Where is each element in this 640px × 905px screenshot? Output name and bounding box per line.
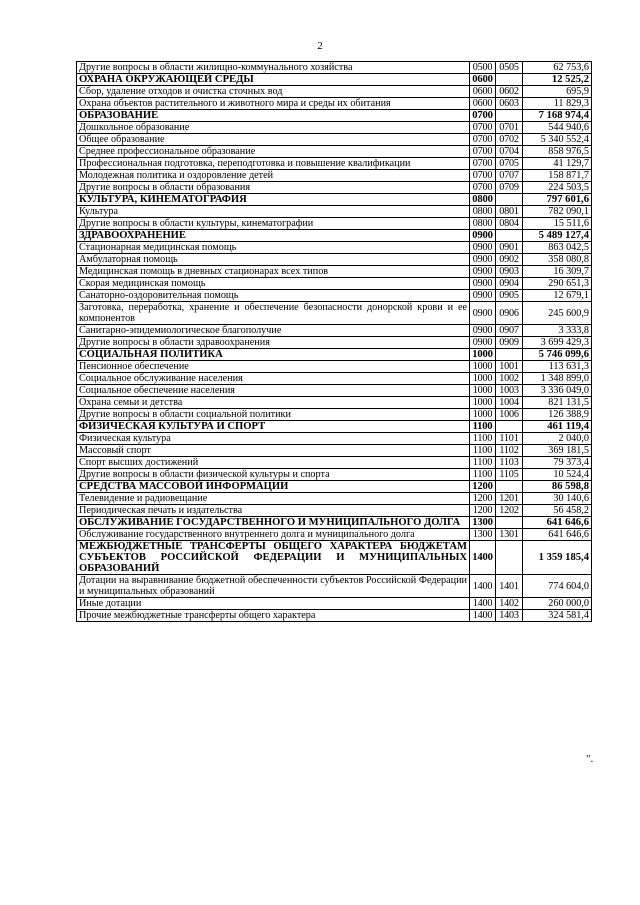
section-code-cell: 1000 <box>470 397 496 409</box>
amount-cell: 5 746 099,6 <box>523 349 592 361</box>
table-row <box>77 278 592 290</box>
row-name-cell: Сбор, удаление отходов и очистка сточных вод <box>77 86 470 98</box>
section-code-cell: 1400 <box>470 598 496 610</box>
section-code-cell: 0700 <box>470 134 496 146</box>
row-name-cell: Иные дотации <box>77 598 470 610</box>
subsection-code-cell: 0903 <box>496 266 523 278</box>
closing-quote-mark: ". <box>586 753 594 765</box>
row-name-cell: Другие вопросы в области жилищно-коммунального хозяйства <box>77 62 470 74</box>
section-code-cell: 0800 <box>470 218 496 230</box>
row-name-cell: Обслуживание государственного внутреннего долга и муниципального долга <box>77 529 470 541</box>
amount-cell: 158 871,7 <box>523 170 592 182</box>
amount-cell: 858 976,5 <box>523 146 592 158</box>
table-row <box>77 610 592 622</box>
budget-table <box>76 61 592 622</box>
subsection-code-cell: 1105 <box>496 469 523 481</box>
subsection-code-cell: 1403 <box>496 610 523 622</box>
subsection-code-cell <box>496 481 523 493</box>
row-name-cell: СРЕДСТВА МАССОВОЙ ИНФОРМАЦИИ <box>77 481 470 493</box>
page-number: 2 <box>317 40 323 52</box>
section-code-cell: 1400 <box>470 575 496 598</box>
subsection-code-cell: 1101 <box>496 433 523 445</box>
section-code-cell: 0900 <box>470 242 496 254</box>
amount-cell: 126 388,9 <box>523 409 592 421</box>
subsection-code-cell: 0505 <box>496 62 523 74</box>
row-name-cell: Охрана семьи и детства <box>77 397 470 409</box>
amount-cell: 56 458,2 <box>523 505 592 517</box>
amount-cell: 821 131,5 <box>523 397 592 409</box>
amount-cell: 782 090,1 <box>523 206 592 218</box>
table-row <box>77 433 592 445</box>
row-name-cell: ОБРАЗОВАНИЕ <box>77 110 470 122</box>
amount-cell: 12 525,2 <box>523 74 592 86</box>
amount-cell: 461 119,4 <box>523 421 592 433</box>
row-name-cell: КУЛЬТУРА, КИНЕМАТОГРАФИЯ <box>77 194 470 206</box>
subsection-code-cell <box>496 349 523 361</box>
subsection-code-cell: 1301 <box>496 529 523 541</box>
row-name-cell: Охрана объектов растительного и животного мира и среды их обитания <box>77 98 470 110</box>
row-name-cell: Прочие межбюджетные трансферты общего характера <box>77 610 470 622</box>
section-code-cell: 1100 <box>470 433 496 445</box>
amount-cell: 10 524,4 <box>523 469 592 481</box>
table-row <box>77 457 592 469</box>
section-code-cell: 1200 <box>470 493 496 505</box>
row-name-cell: Социальное обеспечение населения <box>77 385 470 397</box>
amount-cell: 3 333,8 <box>523 325 592 337</box>
subsection-code-cell: 0909 <box>496 337 523 349</box>
table-row <box>77 373 592 385</box>
amount-cell: 641 646,6 <box>523 529 592 541</box>
section-code-cell: 0800 <box>470 206 496 218</box>
row-name-cell: Массовый спорт <box>77 445 470 457</box>
section-code-cell: 0900 <box>470 302 496 325</box>
section-code-cell: 0700 <box>470 122 496 134</box>
amount-cell: 863 042,5 <box>523 242 592 254</box>
table-row <box>77 182 592 194</box>
row-name-cell: Другие вопросы в области социальной политики <box>77 409 470 421</box>
subsection-code-cell: 0704 <box>496 146 523 158</box>
section-code-cell: 0800 <box>470 194 496 206</box>
amount-cell: 224 503,5 <box>523 182 592 194</box>
table-row <box>77 206 592 218</box>
row-name-cell: Амбулаторная помощь <box>77 254 470 266</box>
row-name-cell: Другие вопросы в области культуры, кинематографии <box>77 218 470 230</box>
row-name-cell: Санаторно-оздоровительная помощь <box>77 290 470 302</box>
amount-cell: 15 511,6 <box>523 218 592 230</box>
section-code-cell: 1000 <box>470 361 496 373</box>
section-code-cell: 1100 <box>470 469 496 481</box>
section-code-cell: 1300 <box>470 517 496 529</box>
amount-cell: 79 373,4 <box>523 457 592 469</box>
section-code-cell: 0600 <box>470 74 496 86</box>
amount-cell: 544 940,6 <box>523 122 592 134</box>
section-code-cell: 0900 <box>470 290 496 302</box>
table-row <box>77 469 592 481</box>
section-code-cell: 1000 <box>470 349 496 361</box>
section-row <box>77 74 592 86</box>
table-row <box>77 146 592 158</box>
amount-cell: 2 040,0 <box>523 433 592 445</box>
amount-cell: 30 140,6 <box>523 493 592 505</box>
section-code-cell: 1100 <box>470 445 496 457</box>
table-row <box>77 302 592 325</box>
section-code-cell: 1000 <box>470 409 496 421</box>
table-row <box>77 254 592 266</box>
table-row <box>77 134 592 146</box>
table-row <box>77 290 592 302</box>
section-row <box>77 349 592 361</box>
subsection-code-cell: 0902 <box>496 254 523 266</box>
section-code-cell: 0600 <box>470 86 496 98</box>
subsection-code-cell <box>496 194 523 206</box>
table-row <box>77 242 592 254</box>
row-name-cell: СОЦИАЛЬНАЯ ПОЛИТИКА <box>77 349 470 361</box>
section-code-cell: 0900 <box>470 254 496 266</box>
subsection-code-cell: 0804 <box>496 218 523 230</box>
subsection-code-cell <box>496 230 523 242</box>
amount-cell: 290 651,3 <box>523 278 592 290</box>
row-name-cell: Дотации на выравнивание бюджетной обеспеченности субъектов Российской Федерации и муниципальных образований <box>77 575 470 598</box>
subsection-code-cell: 0906 <box>496 302 523 325</box>
section-code-cell: 0700 <box>470 146 496 158</box>
section-code-cell: 1300 <box>470 529 496 541</box>
subsection-code-cell: 1103 <box>496 457 523 469</box>
section-code-cell: 0500 <box>470 62 496 74</box>
section-code-cell: 0900 <box>470 278 496 290</box>
amount-cell: 1 348 899,0 <box>523 373 592 385</box>
subsection-code-cell: 1003 <box>496 385 523 397</box>
table-row <box>77 218 592 230</box>
subsection-code-cell <box>496 74 523 86</box>
subsection-code-cell: 1102 <box>496 445 523 457</box>
amount-cell: 641 646,6 <box>523 517 592 529</box>
row-name-cell: Другие вопросы в области физической культуры и спорта <box>77 469 470 481</box>
section-row <box>77 230 592 242</box>
amount-cell: 3 336 049,0 <box>523 385 592 397</box>
section-code-cell: 0900 <box>470 230 496 242</box>
amount-cell: 774 604,0 <box>523 575 592 598</box>
subsection-code-cell: 0901 <box>496 242 523 254</box>
row-name-cell: Стационарная медицинская помощь <box>77 242 470 254</box>
section-code-cell: 0900 <box>470 337 496 349</box>
subsection-code-cell: 0702 <box>496 134 523 146</box>
table-row <box>77 325 592 337</box>
amount-cell: 12 679,1 <box>523 290 592 302</box>
section-code-cell: 1100 <box>470 457 496 469</box>
section-code-cell: 1400 <box>470 541 496 575</box>
row-name-cell: Спорт высших достижений <box>77 457 470 469</box>
section-row <box>77 110 592 122</box>
subsection-code-cell: 1201 <box>496 493 523 505</box>
amount-cell: 245 600,9 <box>523 302 592 325</box>
table-row <box>77 158 592 170</box>
row-name-cell: Социальное обслуживание населения <box>77 373 470 385</box>
row-name-cell: Дошкольное образование <box>77 122 470 134</box>
table-row <box>77 529 592 541</box>
row-name-cell: Скорая медицинская помощь <box>77 278 470 290</box>
section-code-cell: 0700 <box>470 170 496 182</box>
subsection-code-cell <box>496 110 523 122</box>
subsection-code-cell: 0709 <box>496 182 523 194</box>
table-row <box>77 170 592 182</box>
row-name-cell: Санитарно-эпидемиологическое благополучие <box>77 325 470 337</box>
subsection-code-cell: 1401 <box>496 575 523 598</box>
table-row <box>77 266 592 278</box>
section-code-cell: 1000 <box>470 373 496 385</box>
subsection-code-cell: 1402 <box>496 598 523 610</box>
row-name-cell: ОБСЛУЖИВАНИЕ ГОСУДАРСТВЕННОГО И МУНИЦИПАЛЬНОГО ДОЛГА <box>77 517 470 529</box>
amount-cell: 5 489 127,4 <box>523 230 592 242</box>
subsection-code-cell: 0602 <box>496 86 523 98</box>
amount-cell: 41 129,7 <box>523 158 592 170</box>
section-row <box>77 194 592 206</box>
section-code-cell: 1000 <box>470 385 496 397</box>
row-name-cell: Среднее профессиональное образование <box>77 146 470 158</box>
table-row <box>77 505 592 517</box>
row-name-cell: Физическая культура <box>77 433 470 445</box>
table-row <box>77 122 592 134</box>
budget-table-body <box>77 62 592 622</box>
subsection-code-cell: 0707 <box>496 170 523 182</box>
section-code-cell: 1100 <box>470 421 496 433</box>
table-row <box>77 397 592 409</box>
table-row <box>77 385 592 397</box>
amount-cell: 16 309,7 <box>523 266 592 278</box>
amount-cell: 369 181,5 <box>523 445 592 457</box>
amount-cell: 695,9 <box>523 86 592 98</box>
section-row <box>77 481 592 493</box>
section-code-cell: 0700 <box>470 110 496 122</box>
row-name-cell: Общее образование <box>77 134 470 146</box>
table-row <box>77 337 592 349</box>
row-name-cell: ФИЗИЧЕСКАЯ КУЛЬТУРА И СПОРТ <box>77 421 470 433</box>
subsection-code-cell <box>496 517 523 529</box>
table-row <box>77 409 592 421</box>
subsection-code-cell: 1002 <box>496 373 523 385</box>
table-row <box>77 86 592 98</box>
row-name-cell: Периодическая печать и издательства <box>77 505 470 517</box>
amount-cell: 358 080,8 <box>523 254 592 266</box>
amount-cell: 260 000,0 <box>523 598 592 610</box>
section-code-cell: 0700 <box>470 182 496 194</box>
row-name-cell: Профессиональная подготовка, переподготовка и повышение квалификации <box>77 158 470 170</box>
row-name-cell: ЗДРАВООХРАНЕНИЕ <box>77 230 470 242</box>
subsection-code-cell: 0905 <box>496 290 523 302</box>
subsection-code-cell <box>496 541 523 575</box>
table-row <box>77 62 592 74</box>
amount-cell: 324 581,4 <box>523 610 592 622</box>
subsection-code-cell: 1202 <box>496 505 523 517</box>
section-code-cell: 0600 <box>470 98 496 110</box>
row-name-cell: Пенсионное обеспечение <box>77 361 470 373</box>
subsection-code-cell: 1001 <box>496 361 523 373</box>
row-name-cell: Другие вопросы в области образования <box>77 182 470 194</box>
row-name-cell: ОХРАНА ОКРУЖАЮЩЕЙ СРЕДЫ <box>77 74 470 86</box>
subsection-code-cell: 0801 <box>496 206 523 218</box>
row-name-cell: Другие вопросы в области здравоохранения <box>77 337 470 349</box>
amount-cell: 86 598,8 <box>523 481 592 493</box>
amount-cell: 5 340 552,4 <box>523 134 592 146</box>
table-row <box>77 493 592 505</box>
subsection-code-cell: 0603 <box>496 98 523 110</box>
row-name-cell: МЕЖБЮДЖЕТНЫЕ ТРАНСФЕРТЫ ОБЩЕГО ХАРАКТЕРА БЮДЖЕТАМ СУБЪЕКТОВ РОССИЙСКОЙ ФЕДЕРАЦИИ И МУНИЦИПАЛЬНЫХ ОБРАЗОВАНИЙ <box>77 541 470 575</box>
row-name-cell: Культура <box>77 206 470 218</box>
section-row <box>77 517 592 529</box>
amount-cell: 62 753,6 <box>523 62 592 74</box>
section-row <box>77 541 592 575</box>
amount-cell: 3 699 429,3 <box>523 337 592 349</box>
section-code-cell: 0900 <box>470 325 496 337</box>
table-row <box>77 361 592 373</box>
row-name-cell: Заготовка, переработка, хранение и обеспечение безопасности донорской крови и ее компонентов <box>77 302 470 325</box>
subsection-code-cell: 1004 <box>496 397 523 409</box>
row-name-cell: Медицинская помощь в дневных стационарах всех типов <box>77 266 470 278</box>
amount-cell: 1 359 185,4 <box>523 541 592 575</box>
section-code-cell: 1200 <box>470 505 496 517</box>
subsection-code-cell: 0907 <box>496 325 523 337</box>
row-name-cell: Молодежная политика и оздоровление детей <box>77 170 470 182</box>
section-row <box>77 421 592 433</box>
table-row <box>77 445 592 457</box>
subsection-code-cell: 1006 <box>496 409 523 421</box>
amount-cell: 113 631,3 <box>523 361 592 373</box>
table-row <box>77 98 592 110</box>
section-code-cell: 0700 <box>470 158 496 170</box>
amount-cell: 11 829,3 <box>523 98 592 110</box>
section-code-cell: 1400 <box>470 610 496 622</box>
row-name-cell: Телевидение и радиовещание <box>77 493 470 505</box>
subsection-code-cell: 0705 <box>496 158 523 170</box>
section-code-cell: 0900 <box>470 266 496 278</box>
table-row <box>77 598 592 610</box>
subsection-code-cell: 0701 <box>496 122 523 134</box>
table-row <box>77 575 592 598</box>
amount-cell: 797 601,6 <box>523 194 592 206</box>
amount-cell: 7 168 974,4 <box>523 110 592 122</box>
subsection-code-cell <box>496 421 523 433</box>
subsection-code-cell: 0904 <box>496 278 523 290</box>
section-code-cell: 1200 <box>470 481 496 493</box>
